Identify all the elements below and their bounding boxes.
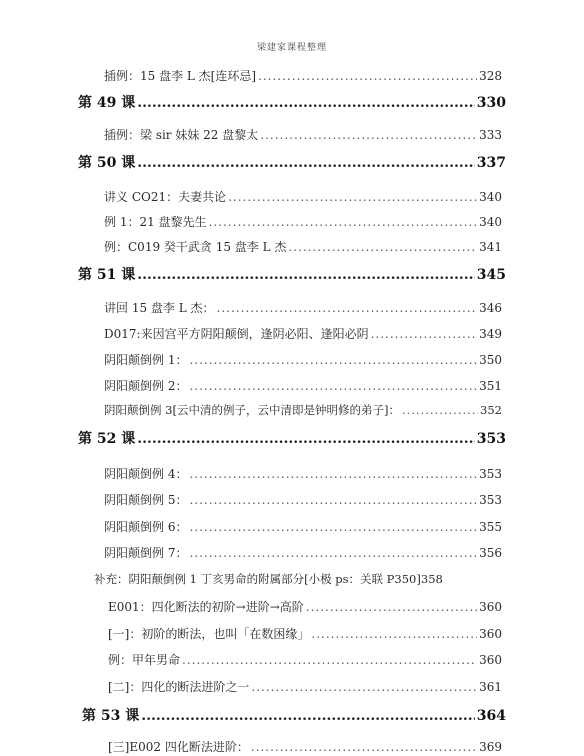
- toc-chapter[interactable]: [78, 152, 506, 172]
- toc-entry-label: D017:来因宫平方阴阳颠倒，逢阴必阳、逢阳必阴: [104, 327, 369, 341]
- dot-leader: [311, 627, 477, 641]
- toc-entry[interactable]: [104, 351, 502, 368]
- dot-leader: [251, 680, 477, 694]
- toc-entry-page: 360: [479, 627, 502, 641]
- toc-entry-page: 360: [479, 600, 502, 614]
- toc-entry[interactable]: [108, 625, 502, 642]
- toc-entry-page: 340: [479, 215, 502, 229]
- toc-entry[interactable]: [104, 188, 502, 205]
- toc-entry[interactable]: [104, 465, 502, 482]
- dot-leader: [141, 708, 475, 724]
- toc-chapter[interactable]: [78, 92, 506, 112]
- dot-leader: [228, 190, 477, 204]
- toc-entry-label: 阴阳颠倒例 6：: [104, 520, 188, 534]
- dot-leader: [189, 520, 477, 534]
- toc-entry-label: [一]：初阶的断法，也叫「在数困缘」: [108, 627, 310, 641]
- dot-leader: [189, 353, 477, 367]
- toc-entry[interactable]: [108, 738, 502, 755]
- toc-chapter-page: 353: [476, 431, 506, 447]
- toc-chapter[interactable]: [82, 705, 506, 725]
- toc-entry[interactable]: [104, 544, 502, 561]
- toc-entry-page: 341: [479, 240, 502, 254]
- toc-entry-page: 356: [479, 546, 502, 560]
- toc-chapter[interactable]: [78, 264, 506, 284]
- toc-entry-label: 插例：15 盘李 L 杰[连环忌]: [104, 69, 257, 83]
- toc-entry[interactable]: [94, 571, 502, 587]
- toc-entry-page: 351: [479, 379, 502, 393]
- toc-entry-page: 350: [479, 353, 502, 367]
- dot-leader: [137, 431, 475, 447]
- toc-entry-label: 阴阳颠倒例 4：: [104, 467, 188, 481]
- toc-entry-label: [二]：四化的断法进阶之一: [108, 680, 250, 694]
- toc-entry[interactable]: [108, 651, 502, 668]
- dot-leader: [189, 467, 477, 481]
- toc-entry-page: 349: [479, 327, 502, 341]
- dot-leader: [260, 128, 477, 142]
- dot-leader: [402, 403, 478, 417]
- page-header: 梁建家课程整理: [256, 43, 327, 53]
- toc-entry-label: E001：四化断法的初阶→进阶→高阶: [108, 600, 304, 614]
- toc-entry[interactable]: [104, 238, 502, 255]
- dot-leader: [209, 215, 478, 229]
- toc-entry[interactable]: [104, 299, 502, 316]
- dot-leader: [189, 379, 477, 393]
- dot-leader: [189, 546, 477, 560]
- toc-entry-label: 例：C019 癸干武贪 15 盘李 L 杰: [104, 240, 287, 254]
- toc-entry-page: 346: [479, 301, 502, 315]
- toc-entry-label: 阴阳颠倒例 7：: [104, 546, 188, 560]
- toc-entry-label: 阴阳颠倒例 2：: [104, 379, 188, 393]
- toc-entry-page: 361: [479, 680, 502, 694]
- toc-entry-label: 补充：阴阳颠倒例 1 丁亥男命的附属部分[小极 ps：关联 P350]: [94, 572, 421, 586]
- toc-chapter-page: 345: [476, 267, 506, 283]
- toc-entry[interactable]: [104, 491, 502, 508]
- dot-leader: [137, 95, 475, 111]
- toc-entry-page: 355: [479, 520, 502, 534]
- toc-entry[interactable]: [104, 325, 502, 342]
- toc-chapter-page: 330: [476, 95, 506, 111]
- toc-entry[interactable]: [104, 213, 502, 230]
- dot-leader: [189, 493, 477, 507]
- toc-entry-page: 328: [479, 69, 502, 83]
- toc-chapter-page: 337: [476, 155, 506, 171]
- dot-leader: [258, 69, 477, 83]
- dot-leader: [288, 240, 477, 254]
- toc-entry[interactable]: [104, 377, 502, 394]
- toc-entry-page: 352: [480, 403, 502, 417]
- toc-chapter-page: 364: [476, 708, 506, 724]
- toc-entry-page: 353: [479, 493, 502, 507]
- dot-leader: [182, 653, 477, 667]
- toc-entry-label: [三]E002 四化断法进阶：: [108, 740, 249, 754]
- toc-chapter-label: 第 49 课: [78, 95, 136, 111]
- toc-entry-page: 353: [479, 467, 502, 481]
- toc-chapter-label: 第 53 课: [82, 708, 140, 724]
- toc-entry-page: 333: [479, 128, 502, 142]
- toc-chapter[interactable]: [78, 428, 506, 448]
- toc-entry[interactable]: [104, 126, 502, 143]
- toc-chapter-label: 第 51 课: [78, 267, 136, 283]
- toc-entry-label: 插例：梁 sir 妹妹 22 盘黎太: [104, 128, 259, 142]
- toc-entry-page: 360: [479, 653, 502, 667]
- dot-leader: [137, 155, 475, 171]
- dot-leader: [371, 327, 478, 341]
- toc-entry-page: 358: [420, 572, 443, 586]
- toc-entry[interactable]: [104, 518, 502, 535]
- toc-entry[interactable]: [104, 67, 502, 84]
- toc-chapter-label: 第 52 课: [78, 431, 136, 447]
- toc-entry-label: 阴阳颠倒例 3[云中清的例子，云中清即是钟明修的弟子]：: [104, 403, 400, 417]
- toc-entry[interactable]: [108, 598, 502, 615]
- dot-leader: [251, 740, 477, 754]
- toc-entry-page: 369: [479, 740, 502, 754]
- toc-entry-label: 讲回 15 盘李 L 杰：: [104, 301, 215, 315]
- toc-entry-page: 340: [479, 190, 502, 204]
- toc-entry-label: 例：甲年男命: [108, 653, 181, 667]
- toc-entry[interactable]: [104, 402, 502, 418]
- toc-entry-label: 阴阳颠倒例 1：: [104, 353, 188, 367]
- toc-entry-label: 讲义 CO21：夫妻共论: [104, 190, 227, 204]
- dot-leader: [306, 600, 477, 614]
- dot-leader: [137, 267, 475, 283]
- toc-entry-label: 阴阳颠倒例 5：: [104, 493, 188, 507]
- toc-chapter-label: 第 50 课: [78, 155, 136, 171]
- toc-entry[interactable]: [108, 678, 502, 695]
- toc-entry-label: 例 1：21 盘黎先生: [104, 215, 207, 229]
- dot-leader: [217, 301, 478, 315]
